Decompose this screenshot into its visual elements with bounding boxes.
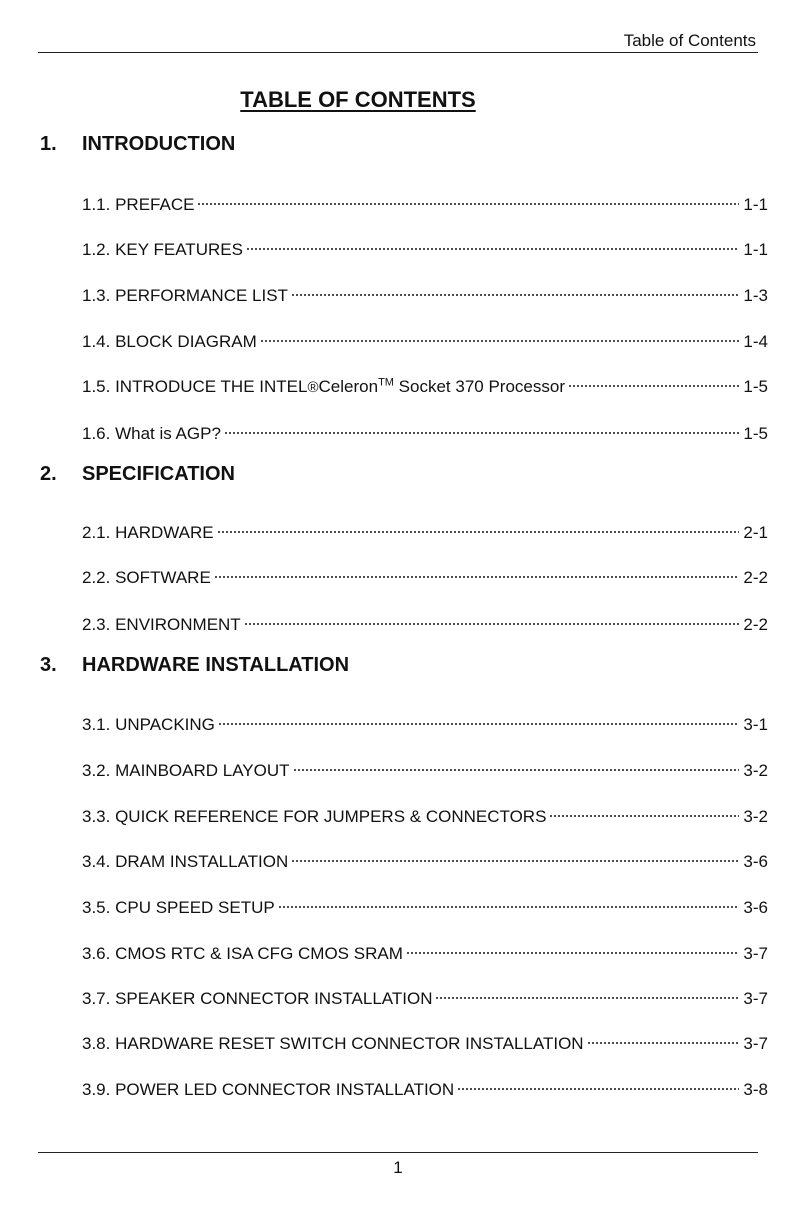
dot-leader: [244, 622, 740, 626]
toc-entry-label: 1.6. What is AGP?: [82, 424, 221, 443]
section-title: INTRODUCTION: [82, 133, 236, 155]
toc-entry-label: 1.2. KEY FEATURES: [82, 240, 243, 259]
toc-entry-label: 3.3. QUICK REFERENCE FOR JUMPERS & CONNECTORS: [82, 807, 547, 826]
toc-entry-unpacking[interactable]: [82, 714, 768, 736]
toc-entry-page: 3-7: [743, 989, 768, 1008]
toc-entry-label: 2.1. HARDWARE: [82, 523, 214, 542]
toc-entry-page: 3-6: [743, 852, 768, 871]
toc-entry-what-is-agp[interactable]: [82, 423, 768, 445]
toc-entry-page: 3-1: [743, 715, 768, 734]
section-heading-hardware-installation: [40, 652, 349, 678]
toc-entry-page: 3-8: [743, 1080, 768, 1099]
toc-entry-power-led-connector[interactable]: [82, 1079, 768, 1101]
section-number: 1.: [40, 133, 57, 155]
dot-leader: [278, 905, 740, 909]
toc-entry-page: 1-5: [743, 424, 768, 443]
toc-entry-label: 2.2. SOFTWARE: [82, 568, 211, 587]
dot-leader: [214, 575, 740, 579]
label-suffix: Socket 370 Processor: [393, 377, 565, 396]
toc-entry-label: 1.3. PERFORMANCE LIST: [82, 286, 288, 305]
running-header: Table of Contents: [623, 31, 756, 50]
dot-leader: [218, 722, 740, 726]
dot-leader: [587, 1041, 740, 1045]
toc-entry-performance-list[interactable]: [82, 285, 768, 307]
toc-entry-reset-switch-connector[interactable]: [82, 1033, 768, 1055]
toc-entry-environment[interactable]: [82, 614, 768, 636]
header-rule: [38, 52, 758, 53]
label-brand: Celeron: [318, 377, 379, 396]
toc-entry-speaker-connector[interactable]: [82, 988, 768, 1010]
toc-entry-page: 1-1: [743, 240, 768, 259]
toc-entry-page: 1-5: [743, 377, 768, 396]
toc-entry-page: 3-7: [743, 1034, 768, 1053]
dot-leader: [435, 996, 739, 1000]
toc-entry-page: 3-7: [743, 944, 768, 963]
toc-entry-label: 3.1. UNPACKING: [82, 715, 215, 734]
toc-entry-page: 2-2: [743, 615, 768, 634]
label-prefix: 1.5. INTRODUCE THE INTEL: [82, 377, 308, 396]
dot-leader: [457, 1087, 739, 1091]
dot-leader: [260, 339, 740, 343]
dot-leader: [568, 384, 739, 388]
toc-entry-page: 2-2: [743, 568, 768, 587]
section-title: HARDWARE INSTALLATION: [82, 654, 350, 676]
toc-entry-celeron-processor[interactable]: [82, 376, 768, 399]
toc-entry-page: 1-3: [743, 286, 768, 305]
toc-entry-cmos-rtc[interactable]: [82, 943, 768, 965]
toc-entry-page: 1-4: [743, 332, 768, 351]
toc-entry-label: 3.7. SPEAKER CONNECTOR INSTALLATION: [82, 989, 433, 1008]
dot-leader: [291, 293, 739, 297]
section-number: 3.: [40, 654, 57, 676]
toc-entry-label: 3.4. DRAM INSTALLATION: [82, 852, 289, 871]
page-title: TABLE OF CONTENTS: [240, 87, 476, 112]
dot-leader: [293, 768, 740, 772]
toc-entry-page: 1-1: [743, 195, 768, 214]
toc-entry-key-features[interactable]: [82, 239, 768, 261]
toc-entry-label: 2.3. ENVIRONMENT: [82, 615, 241, 634]
dot-leader: [291, 859, 739, 863]
toc-entry-page: 2-1: [743, 523, 768, 542]
dot-leader: [549, 814, 739, 818]
trademark-mark: TM: [378, 376, 394, 389]
toc-entry-label: 1.4. BLOCK DIAGRAM: [82, 332, 257, 351]
toc-entry-label: [82, 376, 565, 399]
dot-leader: [217, 530, 740, 534]
dot-leader: [197, 202, 739, 206]
registered-mark: ®: [307, 379, 319, 396]
page-number: 1: [393, 1158, 403, 1177]
toc-entry-label: 3.2. MAINBOARD LAYOUT: [82, 761, 290, 780]
section-heading-introduction: [40, 131, 235, 157]
toc-entry-label: 3.9. POWER LED CONNECTOR INSTALLATION: [82, 1080, 455, 1099]
toc-entry-mainboard-layout[interactable]: [82, 760, 768, 782]
toc-entry-page: 3-2: [743, 761, 768, 780]
dot-leader: [406, 951, 740, 955]
toc-entry-quick-reference[interactable]: [82, 806, 768, 828]
section-title: SPECIFICATION: [82, 463, 235, 485]
toc-entry-block-diagram[interactable]: [82, 331, 768, 353]
toc-entry-page: 3-6: [743, 898, 768, 917]
toc-entry-label: 3.8. HARDWARE RESET SWITCH CONNECTOR INSTALLATION: [82, 1034, 584, 1053]
toc-entry-page: 3-2: [743, 807, 768, 826]
dot-leader: [224, 431, 740, 435]
footer-rule: [38, 1152, 758, 1153]
section-heading-specification: [40, 461, 235, 487]
toc-entry-label: 3.6. CMOS RTC & ISA CFG CMOS SRAM: [82, 944, 403, 963]
toc-entry-cpu-speed-setup[interactable]: [82, 897, 768, 919]
toc-entry-software[interactable]: [82, 567, 768, 589]
dot-leader: [246, 247, 739, 251]
section-number: 2.: [40, 463, 57, 485]
toc-entry-preface[interactable]: [82, 194, 768, 216]
toc-entry-dram-installation[interactable]: [82, 851, 768, 873]
toc-entry-hardware[interactable]: [82, 522, 768, 544]
toc-entry-label: 3.5. CPU SPEED SETUP: [82, 898, 275, 917]
toc-entry-label: 1.1. PREFACE: [82, 195, 195, 214]
